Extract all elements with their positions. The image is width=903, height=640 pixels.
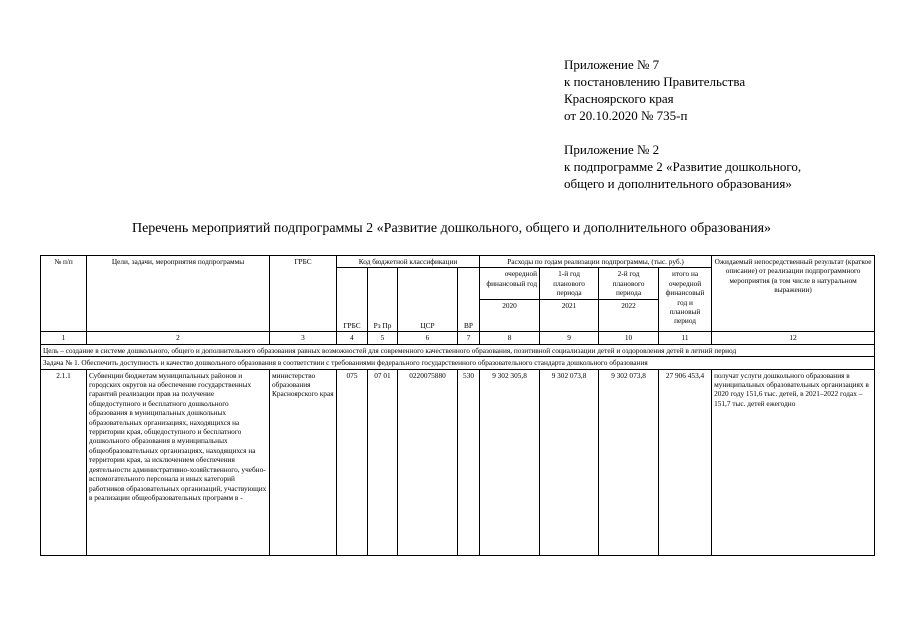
item-2022: 9 302 073,8 (599, 369, 659, 555)
column-number: 12 (712, 332, 875, 344)
item-num: 2.1.1 (41, 369, 87, 555)
column-number: 9 (540, 332, 599, 344)
item-grbs-name: министерство образования Красноярского края (270, 369, 337, 555)
header-year-first: 1-й год планового периода (540, 268, 599, 300)
item-2021: 9 302 073,8 (540, 369, 599, 555)
appendix-2-line: к подпрограмме 2 «Развитие дошкольного, (564, 159, 802, 174)
appendix-7-line: Приложение № 7 (564, 57, 660, 72)
header-year-2020: 2020 (480, 300, 540, 332)
goal-row: Цель – создание в системе дошкольного, общего и дополнительного образования равных возможностей для современного качественного образования, позитивной социализации детей и оздоровления детей в летний период (41, 344, 875, 356)
column-number: 10 (599, 332, 659, 344)
header-year-current: очередной финансовый год (480, 268, 540, 300)
column-number: 6 (398, 332, 458, 344)
column-number: 1 (41, 332, 87, 344)
item-vr: 530 (458, 369, 480, 555)
header-total: итого на очередной финансовый год и плановый период (659, 268, 712, 332)
task-row: Задача № 1. Обеспечить доступность и качество дошкольного образования в соответствии с требованиями федерального государственного образовательного стандарта дошкольного образования (41, 357, 875, 369)
item-rzpr: 07 01 (368, 369, 398, 555)
header-sub-rzpr: Рз Пр (368, 268, 398, 332)
column-number: 3 (270, 332, 337, 344)
header-result: Ожидаемый непосредственный результат (краткое описание) от реализации подпрограммного мероприятия (в том числе в натуральном выражении) (712, 256, 875, 332)
header-goals: Цели, задачи, мероприятия подпрограммы (87, 256, 270, 332)
appendix-2-line: общего и дополнительного образования» (564, 176, 792, 191)
header-sub-vr: ВР (458, 268, 480, 332)
item-grbs: 075 (337, 369, 368, 555)
item-result: получат услуги дошкольного образования в муниципальных образовательных организациях в 2020 году 151,6 тыс. детей, в 2021–2022 годах – 151,7 тыс. детей ежегодно (712, 369, 875, 555)
header-grbs: ГРБС (270, 256, 337, 332)
appendix-7-block (564, 56, 894, 124)
header-num: № п/п (41, 256, 87, 332)
measures-table (40, 255, 875, 556)
column-number: 11 (659, 332, 712, 344)
column-number: 4 (337, 332, 368, 344)
appendix-2-line: Приложение № 2 (564, 142, 660, 157)
header-expenses: Расходы по годам реализации подпрограммы, (тыс. руб.) (480, 256, 712, 268)
header-sub-csr: ЦСР (398, 268, 458, 332)
item-description: Субвенции бюджетам муниципальных районов и городских округов на обеспечение государственных гарантий реализации прав на получение общедоступного и бесплатного дошкольного образования в муниципальных дошкольных образовательных организациях, находящихся на территории края, общедоступного и бесплатного дошкольного образования в муниципальных общеобразовательных организациях, находящихся на территории края, за исключением обеспечения деятельности административно-хозяйственного, учебно-вспомогательного персонала и иных категорий работников образовательных организаций, участвующих в реализации общеобразовательных программ в - (87, 369, 270, 555)
appendix-2-block (564, 141, 894, 192)
column-number: 2 (87, 332, 270, 344)
appendix-7-line: от 20.10.2020 № 735-п (564, 108, 688, 123)
header-year-second: 2-й год планового периода (599, 268, 659, 300)
column-number: 8 (480, 332, 540, 344)
document-title: Перечень мероприятий подпрограммы 2 «Развитие дошкольного, общего и дополнительного образования» (131, 221, 772, 236)
item-total: 27 906 453,4 (659, 369, 712, 555)
header-year-2022: 2022 (599, 300, 659, 332)
header-sub-grbs: ГРБС (337, 268, 368, 332)
appendix-7-line: к постановлению Правительства (564, 74, 746, 89)
table-row (41, 369, 875, 555)
appendix-7-line: Красноярского края (564, 91, 674, 106)
header-year-2021: 2021 (540, 300, 599, 332)
header-budget-code: Код бюджетной классификации (337, 256, 480, 268)
item-csr: 0220075880 (398, 369, 458, 555)
column-number: 5 (368, 332, 398, 344)
item-2020: 9 302 305,8 (480, 369, 540, 555)
column-number: 7 (458, 332, 480, 344)
